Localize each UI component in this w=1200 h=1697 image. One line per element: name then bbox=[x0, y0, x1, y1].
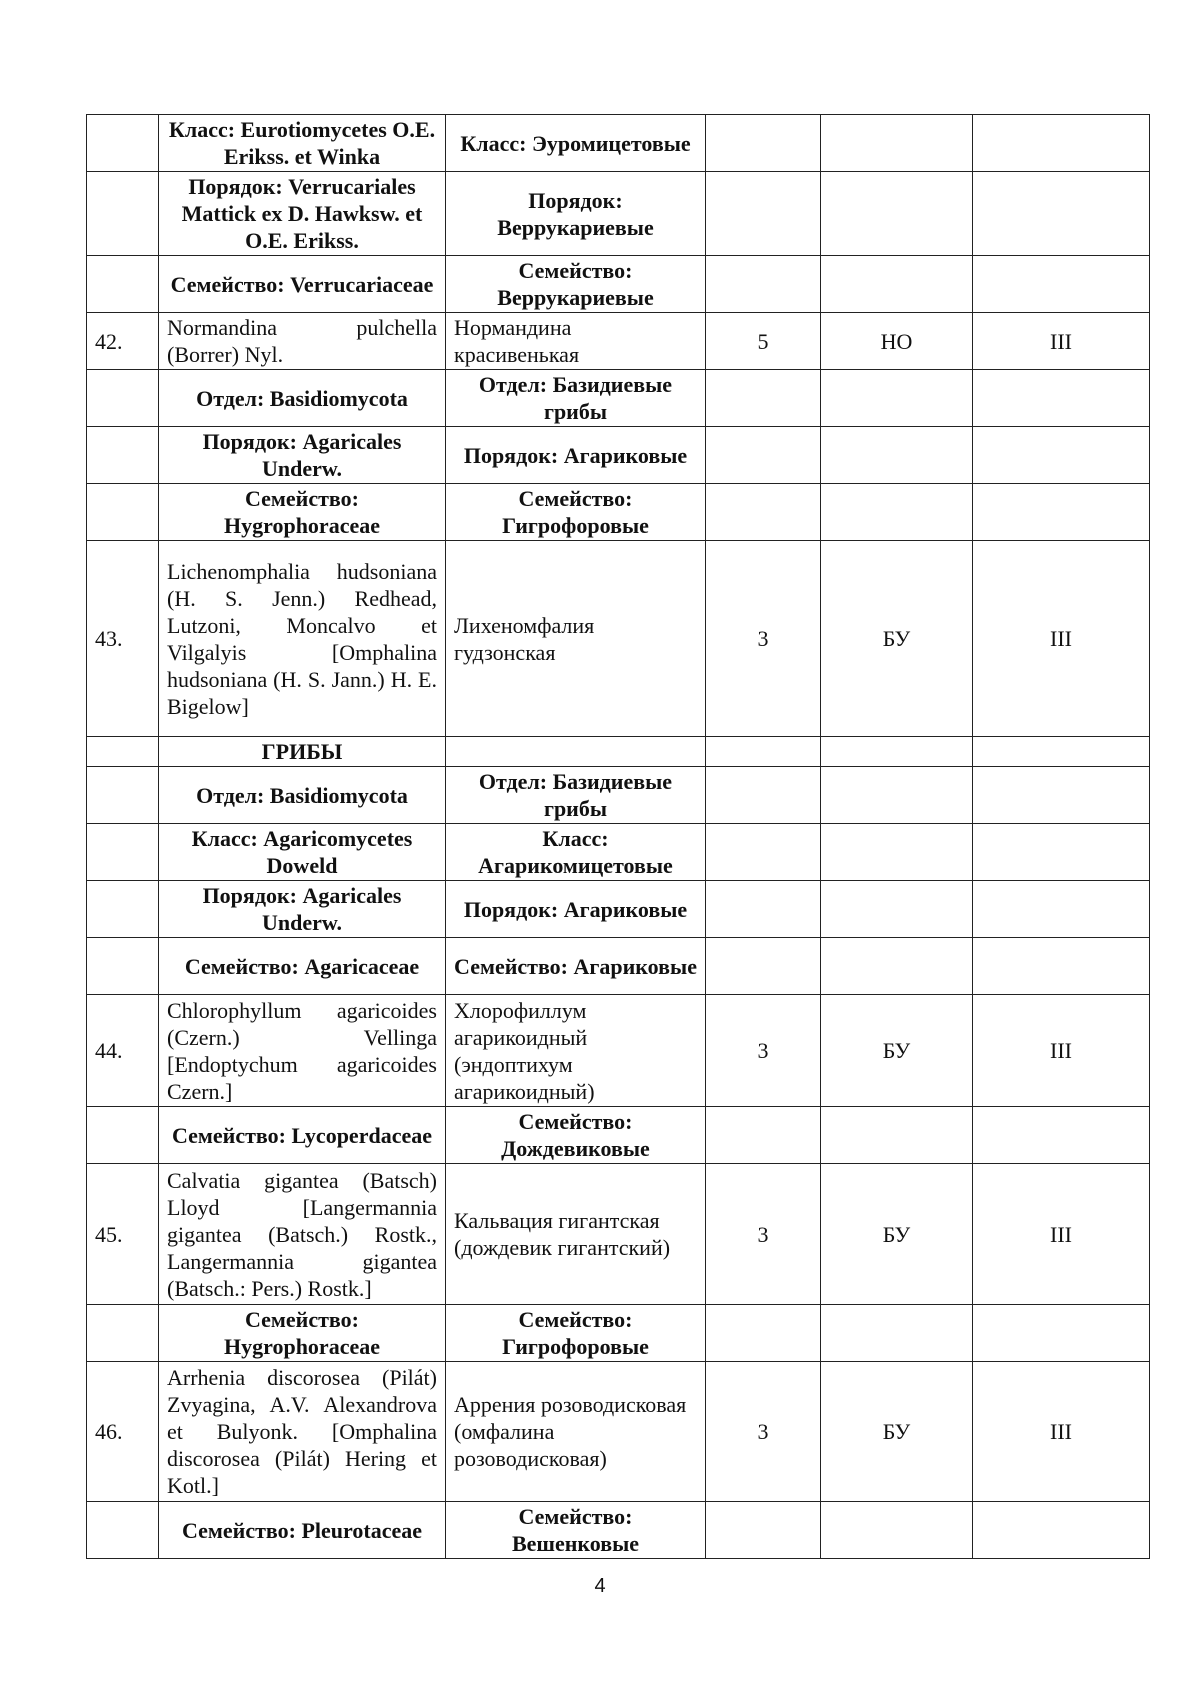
row-number bbox=[87, 172, 159, 256]
taxon-row bbox=[87, 881, 1150, 938]
category-cell bbox=[706, 881, 821, 938]
taxon-latin: Отдел: Basidiomycota bbox=[159, 370, 446, 427]
priority-cell: III bbox=[973, 1164, 1150, 1305]
priority-cell bbox=[973, 427, 1150, 484]
status-cell bbox=[821, 115, 973, 172]
priority-cell bbox=[973, 824, 1150, 881]
priority-cell bbox=[973, 767, 1150, 824]
priority-cell bbox=[973, 881, 1150, 938]
taxon-latin: Семейство: Lycoperdaceae bbox=[159, 1107, 446, 1164]
category-cell: 5 bbox=[706, 313, 821, 370]
taxon-latin: Порядок: Agaricales Underw. bbox=[159, 881, 446, 938]
status-cell bbox=[821, 256, 973, 313]
row-number bbox=[87, 484, 159, 541]
row-number bbox=[87, 767, 159, 824]
taxon-row bbox=[87, 938, 1150, 995]
taxon-russian: Семейство: Гигрофоровые bbox=[446, 1305, 706, 1362]
category-cell: 3 bbox=[706, 541, 821, 737]
taxon-row bbox=[87, 737, 1150, 767]
taxon-russian: Класс: Эуромицетовые bbox=[446, 115, 706, 172]
status-cell bbox=[821, 824, 973, 881]
priority-cell bbox=[973, 172, 1150, 256]
status-cell bbox=[821, 1107, 973, 1164]
russian-name: Кальвация гигантская (дождевик гигантский) bbox=[446, 1164, 706, 1305]
category-cell bbox=[706, 1107, 821, 1164]
category-cell bbox=[706, 737, 821, 767]
taxon-row bbox=[87, 1305, 1150, 1362]
russian-name: Хлорофиллум агарикоидный (эндоптихум агарикоидный) bbox=[446, 995, 706, 1107]
priority-cell bbox=[973, 938, 1150, 995]
latin-name: Lichenomphalia hudsoniana (H. S. Jenn.) Redhead, Lutzoni, Moncalvo et Vilgalyis [Omphalina hudsoniana (H. S. Jann.) H. E. Bigelow] bbox=[159, 541, 446, 737]
priority-cell: III bbox=[973, 313, 1150, 370]
taxon-russian: Семейство: Агариковые bbox=[446, 938, 706, 995]
status-cell bbox=[821, 881, 973, 938]
taxon-russian: Семейство: Гигрофоровые bbox=[446, 484, 706, 541]
species-row bbox=[87, 541, 1150, 737]
taxon-latin: Семейство: Pleurotaceae bbox=[159, 1502, 446, 1559]
category-cell: 3 bbox=[706, 1164, 821, 1305]
taxon-russian: Порядок: Агариковые bbox=[446, 427, 706, 484]
category-cell: 3 bbox=[706, 1362, 821, 1502]
latin-name: Calvatia gigantea (Batsch) Lloyd [Langermannia gigantea (Batsch.) Rostk., Langermannia gigantea (Batsch.: Pers.) Rostk.] bbox=[159, 1164, 446, 1305]
status-cell: БУ bbox=[821, 995, 973, 1107]
taxon-russian: Отдел: Базидиевые грибы bbox=[446, 370, 706, 427]
taxon-latin: Семейство: Hygrophoraceae bbox=[159, 484, 446, 541]
species-row bbox=[87, 995, 1150, 1107]
taxon-latin: Семейство: Verrucariaceae bbox=[159, 256, 446, 313]
priority-cell bbox=[973, 370, 1150, 427]
priority-cell bbox=[973, 737, 1150, 767]
row-number bbox=[87, 115, 159, 172]
category-cell bbox=[706, 1502, 821, 1559]
category-cell: 3 bbox=[706, 995, 821, 1107]
row-number: 42. bbox=[87, 313, 159, 370]
status-cell bbox=[821, 1305, 973, 1362]
category-cell bbox=[706, 370, 821, 427]
taxon-row bbox=[87, 115, 1150, 172]
status-cell bbox=[821, 427, 973, 484]
priority-cell: III bbox=[973, 541, 1150, 737]
status-cell bbox=[821, 938, 973, 995]
row-number bbox=[87, 1107, 159, 1164]
species-row bbox=[87, 1362, 1150, 1502]
status-cell bbox=[821, 172, 973, 256]
latin-name: Arrhenia discorosea (Pilát) Zvyagina, A.V. Alexandrova et Bulyonk. [Omphalina discorosea (Pilát) Hering et Kotl.] bbox=[159, 1362, 446, 1502]
row-number: 45. bbox=[87, 1164, 159, 1305]
taxon-row bbox=[87, 256, 1150, 313]
category-cell bbox=[706, 256, 821, 313]
priority-cell bbox=[973, 1502, 1150, 1559]
taxon-latin: Класс: Eurotiomycetes O.E. Erikss. et Winka bbox=[159, 115, 446, 172]
category-cell bbox=[706, 427, 821, 484]
status-cell: БУ bbox=[821, 541, 973, 737]
category-cell bbox=[706, 172, 821, 256]
species-row bbox=[87, 1164, 1150, 1305]
species-row bbox=[87, 313, 1150, 370]
russian-name: Лихеномфалия гудзонская bbox=[446, 541, 706, 737]
priority-cell bbox=[973, 484, 1150, 541]
status-cell: НО bbox=[821, 313, 973, 370]
status-cell bbox=[821, 767, 973, 824]
priority-cell bbox=[973, 1305, 1150, 1362]
status-cell bbox=[821, 370, 973, 427]
taxon-russian: Семейство: Веррукариевые bbox=[446, 256, 706, 313]
row-number: 43. bbox=[87, 541, 159, 737]
status-cell bbox=[821, 737, 973, 767]
taxon-latin: Семейство: Hygrophoraceae bbox=[159, 1305, 446, 1362]
row-number: 46. bbox=[87, 1362, 159, 1502]
status-cell: БУ bbox=[821, 1362, 973, 1502]
latin-name: Chlorophyllum agaricoides (Czern.) Vellinga [Endoptychum agaricoides Czern.] bbox=[159, 995, 446, 1107]
taxon-russian: Порядок: Агариковые bbox=[446, 881, 706, 938]
priority-cell: III bbox=[973, 995, 1150, 1107]
priority-cell bbox=[973, 1107, 1150, 1164]
page-number: 4 bbox=[594, 1575, 606, 1597]
taxon-row bbox=[87, 767, 1150, 824]
row-number bbox=[87, 824, 159, 881]
row-number bbox=[87, 1502, 159, 1559]
status-cell bbox=[821, 484, 973, 541]
priority-cell bbox=[973, 256, 1150, 313]
category-cell bbox=[706, 767, 821, 824]
russian-name: Нормандина красивенькая bbox=[446, 313, 706, 370]
taxon-latin: Семейство: Agaricaceae bbox=[159, 938, 446, 995]
category-cell bbox=[706, 115, 821, 172]
row-number bbox=[87, 427, 159, 484]
taxon-row bbox=[87, 824, 1150, 881]
category-cell bbox=[706, 824, 821, 881]
priority-cell: III bbox=[973, 1362, 1150, 1502]
row-number bbox=[87, 938, 159, 995]
taxon-latin: Порядок: Agaricales Underw. bbox=[159, 427, 446, 484]
row-number bbox=[87, 1305, 159, 1362]
status-cell: БУ bbox=[821, 1164, 973, 1305]
taxon-row bbox=[87, 172, 1150, 256]
row-number: 44. bbox=[87, 995, 159, 1107]
taxon-russian bbox=[446, 737, 706, 767]
taxon-latin: Класс: Agaricomycetes Doweld bbox=[159, 824, 446, 881]
taxon-latin: ГРИБЫ bbox=[159, 737, 446, 767]
taxon-russian: Порядок: Веррукариевые bbox=[446, 172, 706, 256]
taxon-latin: Отдел: Basidiomycota bbox=[159, 767, 446, 824]
taxon-russian: Семейство: Дождевиковые bbox=[446, 1107, 706, 1164]
priority-cell bbox=[973, 115, 1150, 172]
taxon-russian: Семейство: Вешенковые bbox=[446, 1502, 706, 1559]
taxon-row bbox=[87, 484, 1150, 541]
row-number bbox=[87, 370, 159, 427]
russian-name: Аррения розоводисковая (омфалина розоводисковая) bbox=[446, 1362, 706, 1502]
status-cell bbox=[821, 1502, 973, 1559]
category-cell bbox=[706, 938, 821, 995]
taxon-row bbox=[87, 370, 1150, 427]
latin-name: Normandina pulchella (Borrer) Nyl. bbox=[159, 313, 446, 370]
species-table bbox=[86, 114, 1150, 1559]
taxon-row bbox=[87, 1502, 1150, 1559]
taxon-latin: Порядок: Verrucariales Mattick ex D. Hawksw. et O.E. Erikss. bbox=[159, 172, 446, 256]
row-number bbox=[87, 881, 159, 938]
category-cell bbox=[706, 484, 821, 541]
taxon-row bbox=[87, 1107, 1150, 1164]
taxon-russian: Класс: Агарикомицетовые bbox=[446, 824, 706, 881]
row-number bbox=[87, 256, 159, 313]
taxon-russian: Отдел: Базидиевые грибы bbox=[446, 767, 706, 824]
row-number bbox=[87, 737, 159, 767]
category-cell bbox=[706, 1305, 821, 1362]
taxon-row bbox=[87, 427, 1150, 484]
